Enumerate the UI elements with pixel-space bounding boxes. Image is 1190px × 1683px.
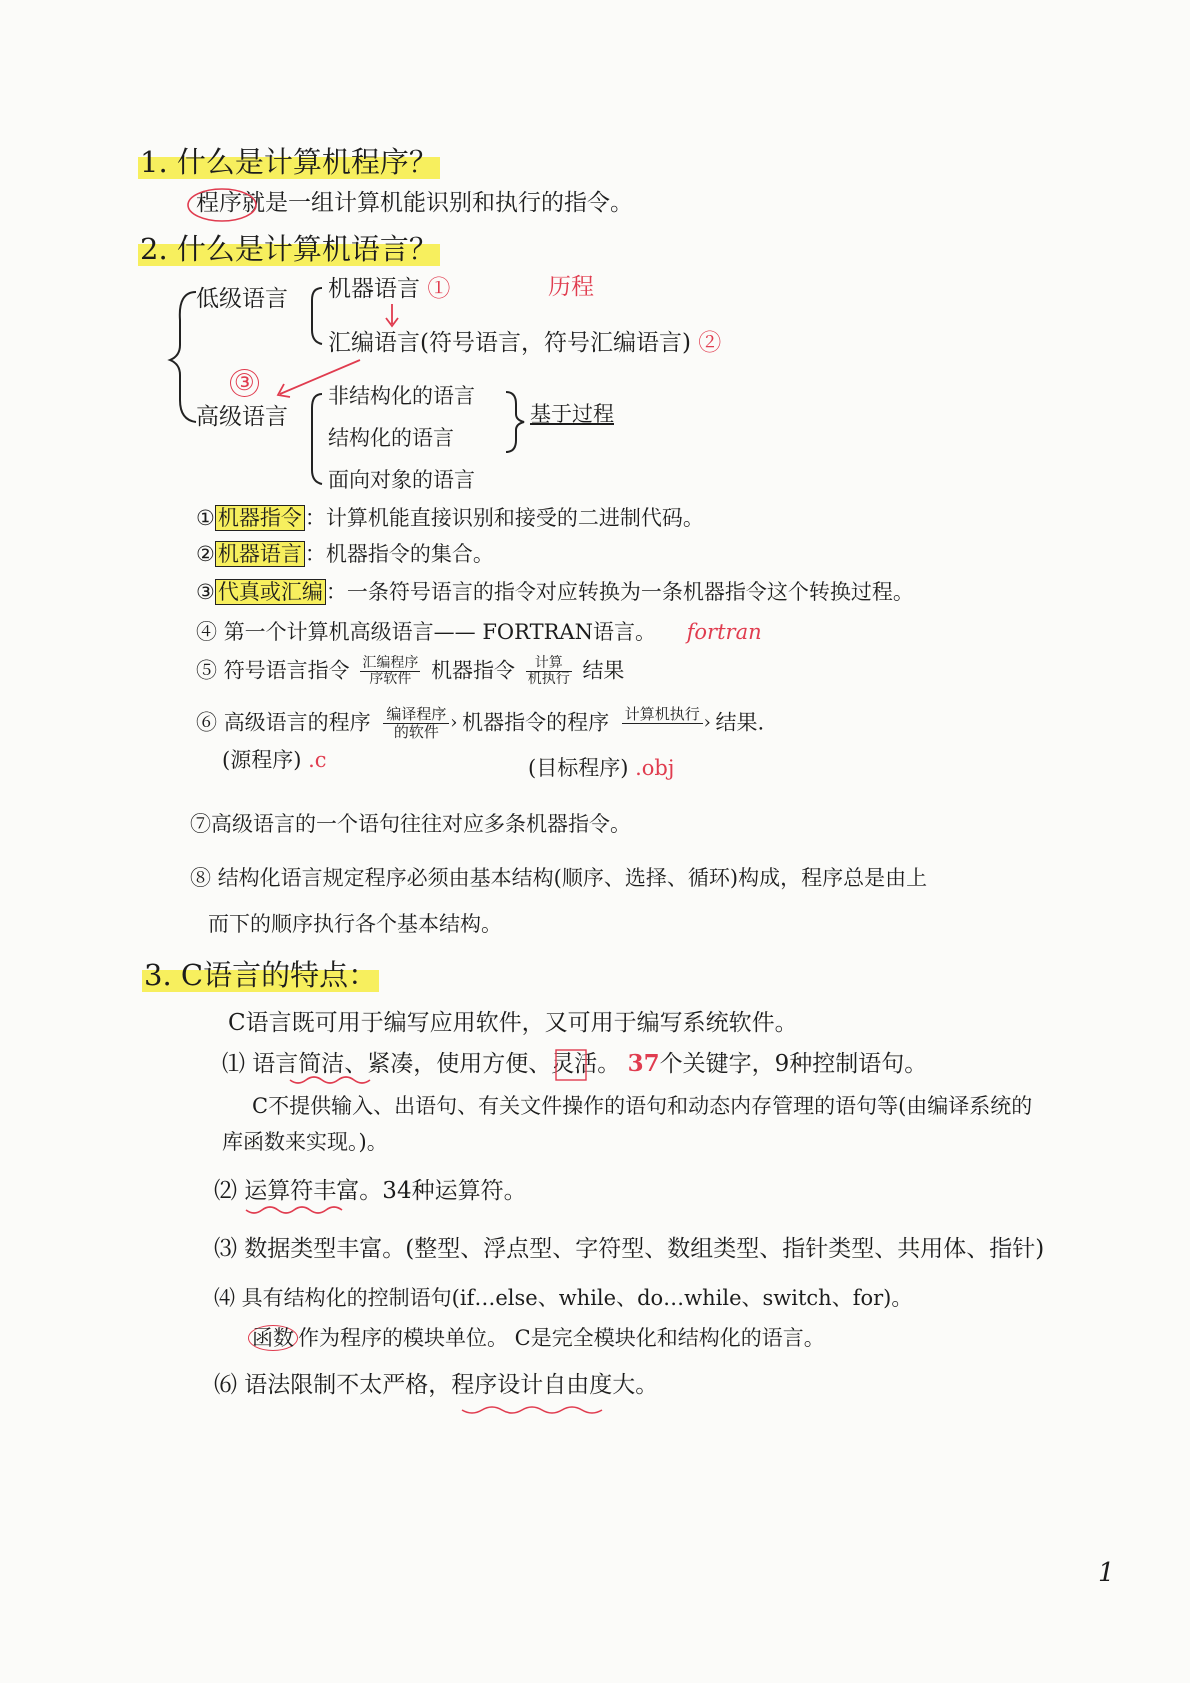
q3-point-6: ⑹ 语法限制不太严格，程序设计自由度大。 [214,1372,659,1398]
machine-language: 机器语言 ① [328,276,451,302]
q3-point-4: ⑷ 具有结构化的控制语句(if…else、while、do…while、switch、for)。 [214,1286,913,1310]
oop-language: 面向对象的语言 [328,468,475,492]
structured-language: 结构化的语言 [328,426,454,450]
note-6-source: (源程序) .c [222,748,327,772]
high-level-brace [312,394,322,484]
high-level-language: 高级语言 [196,404,288,430]
low-level-brace [312,288,322,344]
process-brace [506,392,524,452]
q3-point-2: ⑵ 运算符丰富。34种运算符。 [214,1178,527,1204]
machine-mark: ① [427,276,451,302]
note-5: ⑤ 符号语言指令 $\frac{\text{汇编程序}}{\text{序软件}}$ 机器指令 $\frac{\text{计算}}{\text{机执行}}$ 结果 [196,655,625,688]
q3-intro: C语言既可用于编写应用软件，又可用于编写系统软件。 [228,1010,798,1036]
history-note: 历程 [548,274,594,300]
q3-point-1-note: C不提供输入、出语句、有关文件操作的语句和动态内存管理的语句等(由编译系统的 [252,1094,1033,1118]
note-8: ⑧ 结构化语言规定程序必须由基本结构(顺序、选择、循环)构成，程序总是由上 [190,866,928,890]
low-level-language: 低级语言 [196,286,288,312]
q3-point-1-note-cont: 库函数来实现。)。 [222,1130,388,1154]
q2-title: 2. 什么是计算机语言？ [140,232,438,266]
note-7: ⑦高级语言的一个语句往往对应多条机器指令。 [190,812,631,836]
q3-title: 3. C语言的特点： [144,958,378,992]
red-arrow-down [386,304,398,326]
note-6-target: (目标程序) .obj [528,756,675,780]
note-8-cont: 而下的顺序执行各个基本结构。 [208,912,502,936]
page-number: 1 [1098,1558,1115,1588]
process-note: 基于过程 [530,402,614,426]
q1-title: 1. 什么是计算机程序？ [140,145,438,179]
note-6: ⑥ 高级语言的程序 $\frac{\text{编译程序 ›}}{\text{的软件}}$ 机器指令的程序 计算机执行 › 结果. [196,706,764,742]
q1-answer: 程序就是一组计算机能识别和执行的指令。 [196,190,633,216]
high-mark: ③ [230,370,259,398]
q3-point-4-note: 函数 作为程序的模块单位。 C是完全模块化和结构化的语言。 [248,1326,825,1351]
squiggle-2 [246,1207,342,1213]
note-3: ③ 代真或汇编 ：一条符号语言的指令对应转换为一条机器指令这个转换过程。 [196,580,914,604]
non-structured-language: 非结构化的语言 [328,384,475,408]
q3-point-1: ⑴ 语言简洁、紧凑，使用方便、灵活。 37个关键字，9种控制语句。 [222,1050,928,1077]
note-4: ④ 第一个计算机高级语言—— FORTRAN语言。 fortran [196,620,762,644]
main-brace [170,292,196,422]
note-1: ① 机器指令 ：计算机能直接识别和接受的二进制代码。 [196,506,704,530]
squiggle-3 [462,1407,602,1413]
note-2: ② 机器语言 ：机器指令的集合。 [196,542,494,566]
q3-point-3: ⑶ 数据类型丰富。(整型、浮点型、字符型、数组类型、指针类型、共用体、指针) [214,1236,1045,1262]
assembly-language: 汇编语言(符号语言，符号汇编语言) ② [328,330,722,356]
assembly-mark: ② [698,330,722,356]
